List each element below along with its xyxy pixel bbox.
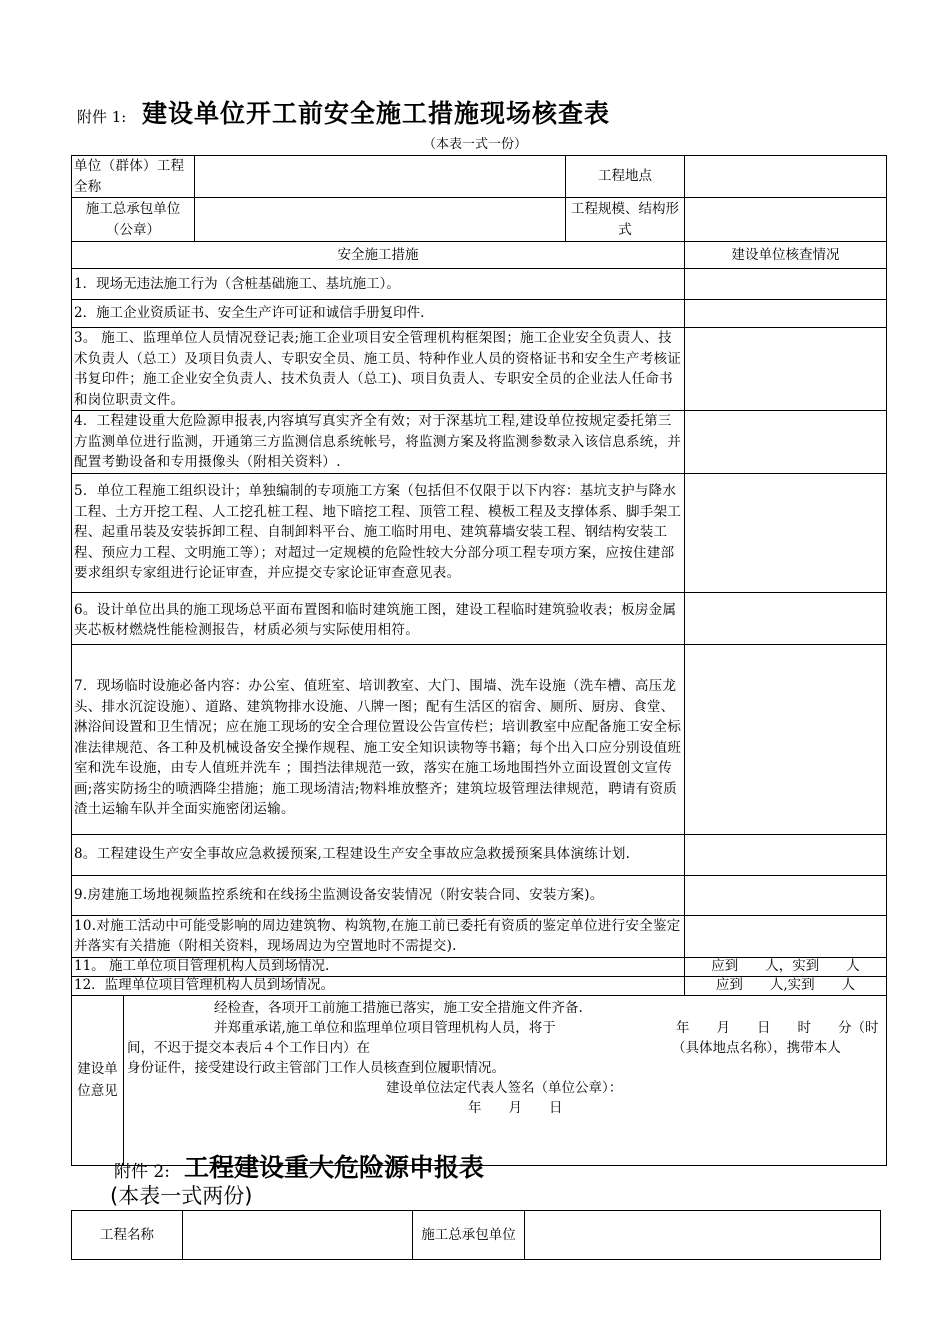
check-cell-6[interactable] [685, 592, 887, 644]
measures-column-header: 安全施工措施 [72, 242, 685, 269]
location-label: 工程地点 [566, 156, 685, 198]
opinion-row [72, 995, 887, 1165]
measure-item-11: 11。 施工单位项目管理机构人员到场情况. [72, 957, 685, 976]
annex1-title: 建设单位开工前安全施工措施现场核查表 [142, 99, 611, 128]
contractor-value[interactable] [195, 198, 566, 242]
opinion-line-6: 身份证件，接受建设行政主管部门工作人员核查到位履职情况。 [127, 1059, 505, 1076]
general-contractor-label: 施工总承包单位 [413, 1211, 525, 1260]
opinion-line-4: 间，不迟于提交本表后４个工作日内）在 [127, 1039, 370, 1056]
measure-item-2: 2．施工企业资质证书、安全生产许可证和诚信手册复印件. [72, 300, 685, 328]
check-cell-12[interactable]: 应到 人,实到 人 [685, 976, 887, 995]
annex2-title: 工程建设重大危险源申报表 [184, 1153, 485, 1182]
check-cell-7[interactable] [685, 644, 887, 834]
check-cell-8[interactable] [685, 834, 887, 875]
table-row [72, 976, 887, 995]
measure-item-3: 3。 施工、监理单位人员情况登记表;施工企业项目安全管理机构框架图；施工企业安全负责人、技术负责人（总工）及项目负责人、专职安全员、施工员、特种作业人员的资格证书和安全生产考核证书复印件；施工企业安全负责人、技术负责人（总工)、项目负责人、专职安全员的企业法人任命书和岗位职责文件。 [72, 328, 685, 411]
annex2-prefix: 附件 2: [114, 1162, 170, 1182]
check-cell-10[interactable] [685, 915, 887, 957]
annex2-subtitle: (本表一式两份) [110, 1184, 253, 1208]
measure-item-1: 1．现场无违法施工行为（含桩基础施工、基坑施工）。 [72, 269, 685, 300]
check-cell-9[interactable] [685, 875, 887, 915]
check-column-header: 建设单位核查情况 [685, 242, 887, 269]
check-cell-5[interactable] [685, 473, 887, 592]
location-value[interactable] [685, 156, 887, 198]
contractor-label: 施工总承包单位（公章） [72, 198, 195, 242]
hazard-report-table [71, 1210, 881, 1260]
table-row [72, 1211, 881, 1260]
table-row [72, 328, 887, 411]
opinion-line-7: 建设单位法定代表人签名（单位公章）： [386, 1079, 623, 1096]
opinion-line-3: 年 月 日 时 分（时 [676, 1019, 879, 1036]
table-row [72, 411, 887, 474]
table-row [72, 269, 887, 300]
project-name-value[interactable] [183, 1211, 413, 1260]
table-row [72, 644, 887, 834]
measure-item-12: 12．监理单位项目管理机构人员到场情况。 [72, 976, 685, 995]
opinion-line-2: 并郑重承诺,施工单位和监理单位项目管理机构人员，将于 [214, 1019, 556, 1036]
table-row [72, 915, 887, 957]
column-header-row [72, 242, 887, 269]
opinion-cell[interactable] [124, 995, 887, 1165]
opinion-line-1: 经检查，各项开工前施工措施已落实，施工安全措施文件齐备. [214, 999, 583, 1016]
scale-label: 工程规模、结构形式 [566, 198, 685, 242]
scale-value[interactable] [685, 198, 887, 242]
check-cell-11[interactable]: 应到 人，实到 人 [685, 957, 887, 976]
general-contractor-value[interactable] [525, 1211, 881, 1260]
measure-item-4: 4．工程建设重大危险源申报表,内容填写真实齐全有效；对于深基坑工程,建设单位按规定委托第三方监测单位进行监测，开通第三方监测信息系统帐号，将监测方案及将监测参数录入该信息系统，并配置考勤设备和专用摄像头（附相关资料）. [72, 411, 685, 474]
check-cell-2[interactable] [685, 300, 887, 328]
check-cell-3[interactable] [685, 328, 887, 411]
measure-item-7: 7．现场临时设施必备内容：办公室、值班室、培训教室、大门、围墙、洗车设施（洗车槽、高压龙头、排水沉淀设施）、道路、建筑物排水设施、八牌一图；配有生活区的宿舍、厕所、厨房、食堂、淋浴间设置和卫生情况；应在施工现场的安全合理位置设公告宣传栏；培训教室中应配备施工安全标准法律规范、各工种及机械设备安全操作规程、施工安全知识读物等书籍；每个出入口应分别设值班室和洗车设施，由专人值班并洗车 ；围挡法律规范一致，落实在施工场地围挡外立面设置创文宣传画;落实防扬尘的喷洒降尘措施；施工现场清洁;物料堆放整齐；建筑垃圾管理法律规范，聘请有资质渣土运输车队并全面实施密闭运输。 [72, 644, 685, 834]
measure-item-5: 5．单位工程施工组织设计；单独编制的专项施工方案（包括但不仅限于以下内容：基坑支护与降水工程、土方开挖工程、人工挖孔桩工程、地下暗挖工程、顶管工程、模板工程及支撑体系、脚手架工程、起重吊装及安装拆卸工程、自制卸料平台、施工临时用电、建筑幕墙安装工程、钢结构安装工程、预应力工程、文明施工等）；对超过一定规模的危险性较大分部分项工程专项方案，应按住建部要求组织专家组进行论证审查，并应提交专家论证审查意见表。 [72, 473, 685, 592]
header-row-2 [72, 198, 887, 242]
annex1-prefix: 附件 1: [77, 108, 127, 126]
table-row [72, 473, 887, 592]
table-row [72, 300, 887, 328]
opinion-label: 建设单位意见 [72, 995, 124, 1165]
header-row-1 [72, 156, 887, 198]
annex1-subtitle: （本表一式一份） [422, 137, 527, 152]
opinion-line-8: 年 月 日 [468, 1099, 563, 1116]
table-row [72, 592, 887, 644]
inspection-table [71, 155, 887, 1166]
measure-item-6: 6。设计单位出具的施工现场总平面布置图和临时建筑施工图，建设工程临时建筑验收表；板房金属夹芯板材燃烧性能检测报告，材质必须与实际使用相符。 [72, 592, 685, 644]
measure-item-8: 8。工程建设生产安全事故应急救援预案,工程建设生产安全事故应急救援预案具体演练计划. [72, 834, 685, 875]
opinion-line-5: （具体地点名称），携带本人 [672, 1039, 841, 1056]
unit-label: 单位（群体）工程全称 [72, 156, 195, 198]
table-row [72, 875, 887, 915]
project-name-label: 工程名称 [72, 1211, 183, 1260]
check-cell-1[interactable] [685, 269, 887, 300]
measure-item-9: 9.房建施工场地视频监控系统和在线扬尘监测设备安装情况（附安装合同、安装方案)。 [72, 875, 685, 915]
check-cell-4[interactable] [685, 411, 887, 474]
table-row [72, 834, 887, 875]
table-row [72, 957, 887, 976]
unit-value[interactable] [195, 156, 566, 198]
measure-item-10: 10.对施工活动中可能受影响的周边建筑物、构筑物,在施工前已委托有资质的鉴定单位进行安全鉴定并落实有关措施（附相关资料，现场周边为空置地时不需提交). [72, 915, 685, 957]
